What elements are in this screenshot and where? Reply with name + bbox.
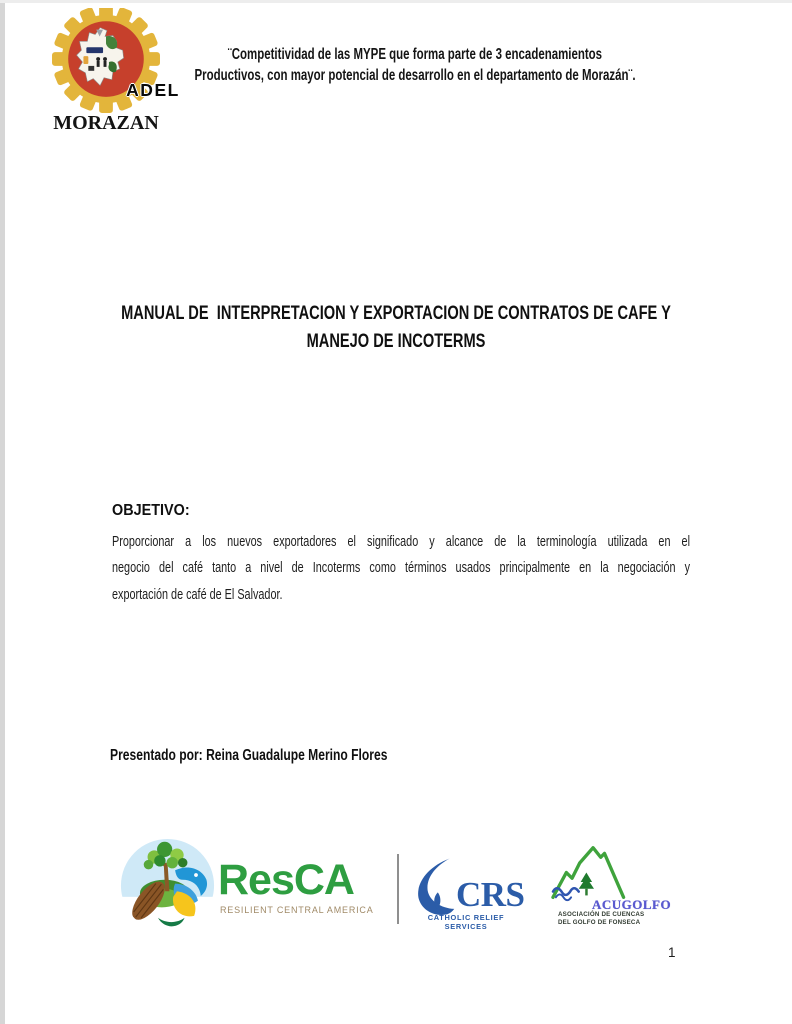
acugolfo-mountain-icon xyxy=(550,842,638,904)
objective-line2: negocio del café tanto a nivel de Incoterms como términos usados principalmente en la negociación y xyxy=(112,559,690,577)
page-top-edge xyxy=(0,0,792,3)
crs-wordmark: CRS xyxy=(456,875,525,914)
resca-subtitle: RESILIENT CENTRAL AMERICA xyxy=(220,905,374,915)
objective-heading: OBJETIVO: xyxy=(112,502,190,519)
adel-org-name: MORAZAN xyxy=(53,112,159,134)
crs-flame-icon xyxy=(413,856,457,916)
logo-divider xyxy=(397,854,399,924)
resca-emblem-icon xyxy=(120,838,215,933)
project-quote-line2: Productivos, con mayor potencial de desarrollo en el departamento de Morazán¨. xyxy=(194,67,636,84)
page-left-edge xyxy=(0,0,5,1024)
resca-wordmark: ResCA xyxy=(218,856,354,904)
acugolfo-subtitle-line1: ASOCIACIÓN DE CUENCAS xyxy=(558,911,645,918)
presented-by-line: Presentado por: Reina Guadalupe Merino Flores xyxy=(110,747,388,764)
objective-paragraph xyxy=(112,529,690,608)
acugolfo-wordmark: ACUGOLFO xyxy=(592,897,672,912)
project-quote-line1: ¨Competitividad de las MYPE que forma parte de 3 encadenamientos xyxy=(227,46,603,63)
document-title xyxy=(88,300,704,355)
page-number: 1 xyxy=(668,945,676,960)
acugolfo-subtitle-line2: DEL GOLFO DE FONSECA xyxy=(558,919,641,926)
document-title-line2: MANEJO DE INCOTERMS xyxy=(306,330,486,352)
project-quote xyxy=(119,44,711,86)
adel-acronym: ADEL xyxy=(126,80,180,100)
document-title-line1: MANUAL DE INTERPRETACION Y EXPORTACION DE CONTRATOS DE CAFE Y xyxy=(121,303,671,324)
objective-line1: Proporcionar a los nuevos exportadores el significado y alcance de la terminología utilizada en el xyxy=(112,533,690,550)
crs-subtitle: CATHOLIC RELIEF SERVICES xyxy=(427,913,505,931)
objective-line3: exportación de café de El Salvador. xyxy=(112,585,283,603)
